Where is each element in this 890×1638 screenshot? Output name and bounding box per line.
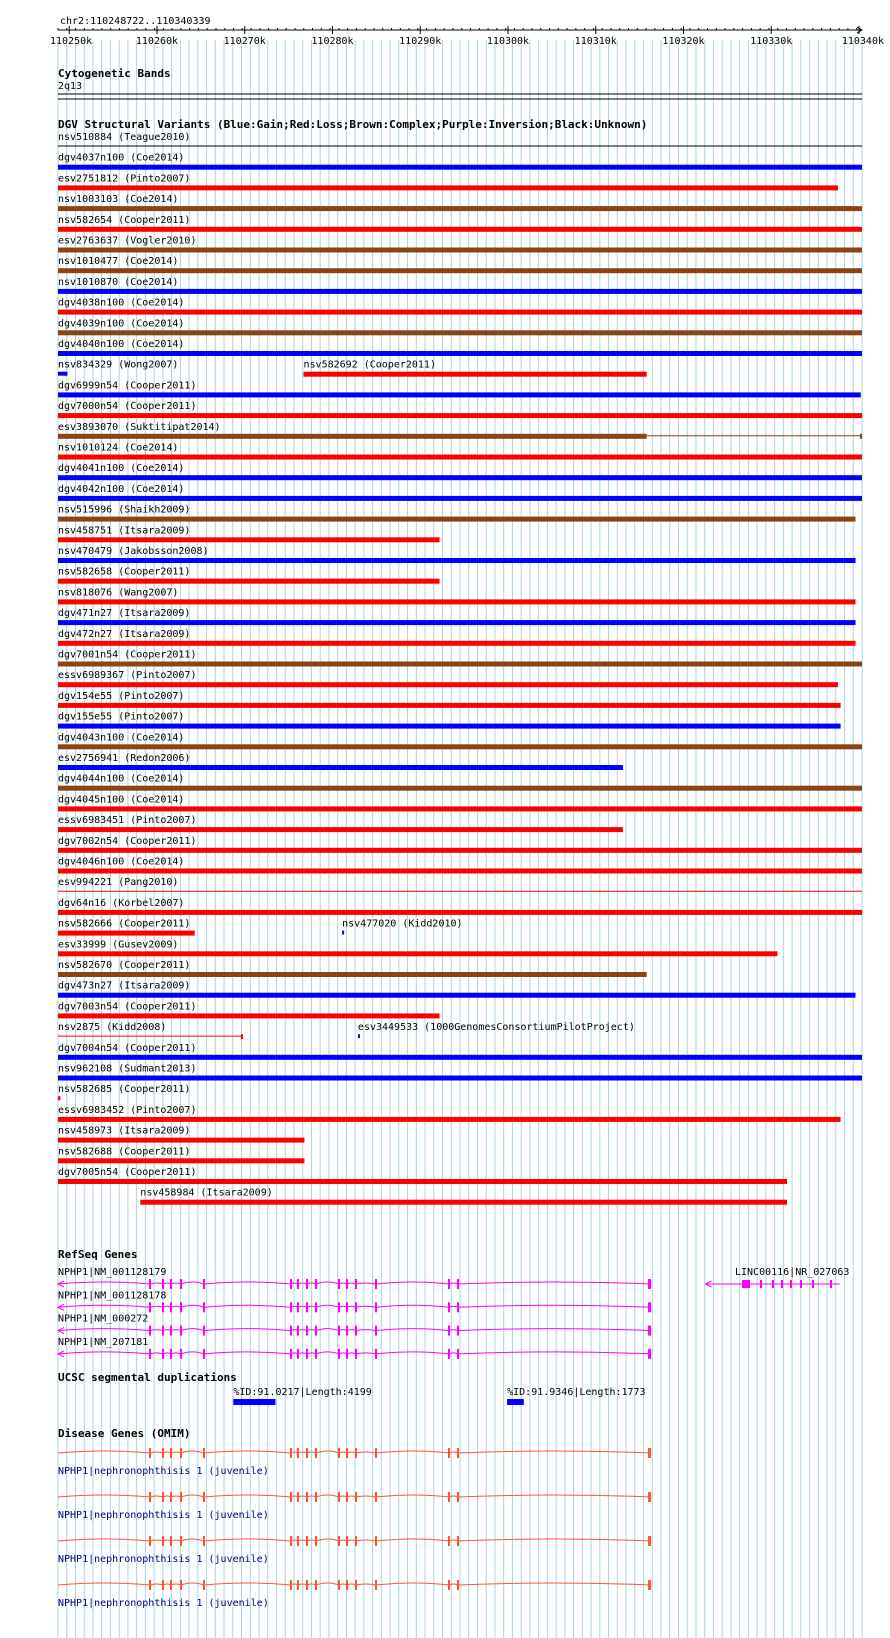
dgv-variant-bar: [58, 724, 841, 729]
gene-exon: [180, 1492, 182, 1502]
gene-exon: [355, 1580, 357, 1590]
ruler-tick-label: 110270k: [223, 36, 266, 47]
gene-exon: [203, 1580, 205, 1590]
dgv-variant-label: dgv7000n54 (Cooper2011): [58, 401, 197, 413]
gene-exon: [170, 1536, 172, 1546]
dgv-variant-label: essv6989367 (Pinto2007): [58, 670, 197, 682]
ruler-range-label: chr2:110248722..110340339: [60, 16, 211, 27]
gene-intron-line: [58, 1539, 651, 1541]
dgv-variant-bar: [58, 455, 862, 460]
dgv-variant-label: nsv515996 (Shaikh2009): [58, 504, 191, 516]
gene-intron-line: [58, 1583, 651, 1585]
gene-exon: [290, 1536, 292, 1546]
dgv-variant-label: nsv1010477 (Coe2014): [58, 256, 179, 268]
gene-exon: [648, 1580, 651, 1590]
dgv-variant-bar: [58, 268, 862, 273]
refseq-transcript-label: NPHP1|NM_001128179: [58, 1267, 167, 1278]
segdup-label: %ID:91.0217|Length:4199: [233, 1387, 372, 1398]
gene-exon: [648, 1326, 651, 1336]
dgv-variant-bar: [58, 330, 862, 335]
gene-exon: [448, 1492, 450, 1502]
gene-exon: [297, 1302, 299, 1312]
gene-exon: [448, 1448, 450, 1458]
dgv-variant-bar: [58, 641, 856, 646]
dgv-variant-bar: [58, 599, 856, 604]
gene-exon: [448, 1536, 450, 1546]
gene-exon: [742, 1280, 750, 1288]
dgv-variant-label: nsv582654 (Cooper2011): [58, 214, 191, 226]
dgv-variant-bar: [342, 931, 344, 935]
gene-exon: [170, 1492, 172, 1502]
dgv-variant-bar: [58, 310, 862, 315]
refseq-track-title: RefSeq Genes: [58, 1248, 138, 1261]
gene-exon: [457, 1302, 459, 1312]
gene-exon: [315, 1580, 317, 1590]
gene-exon: [648, 1492, 651, 1502]
gene-exon: [355, 1448, 357, 1458]
gene-exon: [203, 1302, 205, 1312]
omim-track-title: Disease Genes (OMIM): [58, 1427, 191, 1440]
gene-exon: [306, 1580, 308, 1590]
gene-exon: [448, 1326, 450, 1336]
gene-exon: [162, 1349, 164, 1359]
dgv-variant-bar: [58, 848, 862, 853]
dgv-variant-label: esv2751812 (Pinto2007): [58, 173, 191, 185]
dgv-variant-label: esv3893070 (Suktitipat2014): [58, 421, 221, 433]
refseq-transcript-label: NPHP1|NM_207181: [58, 1336, 149, 1348]
gene-exon: [457, 1349, 459, 1359]
segdup-track-title: UCSC segmental duplications: [58, 1371, 237, 1384]
cytoband-label: 2q13: [58, 81, 83, 92]
gene-exon: [346, 1448, 348, 1458]
dgv-variant-label: esv33999 (Gusev2009): [58, 939, 179, 951]
dgv-variant-label: dgv4039n100 (Coe2014): [58, 318, 185, 330]
gene-exon: [290, 1326, 292, 1336]
dgv-variant-label: dgv64n16 (Korbel2007): [58, 897, 185, 909]
gene-exon: [355, 1349, 357, 1359]
dgv-variant-label: dgv154e55 (Pinto2007): [58, 690, 185, 702]
gene-exon: [180, 1580, 182, 1590]
ruler-track: [50, 16, 884, 47]
dgv-variant-label: nsv818076 (Wang2007): [58, 587, 179, 599]
dgv-track-title: DGV Structural Variants (Blue:Gain;Red:Loss;Brown:Complex;Purple:Inversion;Black:Unknown): [58, 118, 648, 131]
gene-intron-line: [58, 1352, 651, 1354]
gene-exon: [648, 1279, 651, 1289]
gene-exon: [338, 1302, 340, 1312]
gene-exon: [180, 1302, 182, 1312]
gene-exon: [149, 1326, 151, 1336]
ruler-tick-label: 110300k: [486, 36, 530, 47]
dgv-variant-bar: [58, 289, 862, 294]
gene-exon: [338, 1326, 340, 1336]
dgv-variant-label: nsv582670 (Cooper2011): [58, 960, 191, 971]
gene-exon: [306, 1536, 308, 1546]
gene-exon: [457, 1326, 459, 1336]
dgv-variant-bar: [58, 392, 861, 397]
gene-exon: [346, 1580, 348, 1590]
dgv-variant-label: dgv472n27 (Itsara2009): [58, 628, 191, 640]
dgv-variant-bar: [58, 248, 862, 253]
dgv-variant-label: nsv458973 (Itsara2009): [58, 1125, 191, 1137]
dgv-variant-label: dgv7003n54 (Cooper2011): [58, 1001, 197, 1013]
gene-exon: [180, 1349, 182, 1359]
gene-exon: [338, 1349, 340, 1359]
dgv-variant-label: dgv4041n100 (Coe2014): [58, 463, 185, 475]
gene-exon: [355, 1302, 357, 1312]
dgv-variant-label: nsv458984 (Itsara2009): [140, 1187, 273, 1199]
gene-exon: [203, 1279, 205, 1289]
ruler-tick-label: 110280k: [311, 36, 354, 47]
gene-exon: [180, 1326, 182, 1336]
dgv-variant-bar: [58, 1117, 841, 1122]
dgv-variant-label: nsv582688 (Cooper2011): [58, 1146, 191, 1158]
gene-exon: [648, 1349, 651, 1359]
gene-exon: [170, 1580, 172, 1590]
gene-exon: [375, 1302, 377, 1312]
gene-intron-line: [58, 1451, 651, 1453]
gene-exon: [448, 1580, 450, 1590]
dgv-variant-bar: [58, 558, 856, 563]
gene-exon: [162, 1448, 164, 1458]
gene-exon: [375, 1349, 377, 1359]
dgv-variant-bar: [58, 1076, 862, 1081]
gene-exon: [315, 1492, 317, 1502]
dgv-variant-bar: [58, 1179, 787, 1184]
segdup-track: [58, 1371, 646, 1405]
gene-exon: [297, 1448, 299, 1458]
gene-exon: [338, 1580, 340, 1590]
dgv-variant-label: dgv4043n100 (Coe2014): [58, 732, 185, 744]
gene-exon: [457, 1448, 459, 1458]
gene-exon: [338, 1448, 340, 1458]
gene-exon: [203, 1448, 205, 1458]
gene-exon: [162, 1279, 164, 1289]
dgv-variant-bar: [58, 579, 440, 584]
gene-exon: [457, 1492, 459, 1502]
gene-exon: [297, 1492, 299, 1502]
gene-exon: [375, 1326, 377, 1336]
dgv-variant-bar: [860, 434, 862, 439]
omim-gene-label: NPHP1|nephronophthisis 1 (juvenile): [58, 1510, 269, 1521]
dgv-variant-bar: [140, 1200, 787, 1205]
gene-exon: [375, 1536, 377, 1546]
gene-exon: [375, 1279, 377, 1289]
dgv-variant-label: nsv470479 (Jakobsson2008): [58, 546, 209, 557]
gene-exon: [781, 1280, 783, 1288]
gene-exon: [162, 1580, 164, 1590]
gene-exon: [315, 1302, 317, 1312]
dgv-variant-bar: [58, 351, 862, 356]
gene-exon: [375, 1448, 377, 1458]
dgv-variant-label: essv6983451 (Pinto2007): [58, 815, 197, 827]
gene-exon: [346, 1302, 348, 1312]
gene-exon: [790, 1280, 792, 1288]
dgv-variant-bar: [58, 972, 647, 977]
dgv-variant-bar: [358, 1034, 360, 1038]
dgv-variant-label: dgv7004n54 (Cooper2011): [58, 1042, 197, 1054]
gene-exon: [315, 1349, 317, 1359]
dgv-variant-bar: [241, 1034, 243, 1039]
gene-exon: [290, 1492, 292, 1502]
dgv-variant-bar: [58, 517, 856, 522]
dgv-variant-label: dgv4046n100 (Coe2014): [58, 856, 185, 868]
gene-exon: [448, 1349, 450, 1359]
gene-exon: [149, 1349, 151, 1359]
gene-exon: [297, 1536, 299, 1546]
dgv-variant-bar: [58, 185, 838, 190]
gene-exon: [355, 1326, 357, 1336]
ruler-tick-label: 110260k: [135, 36, 179, 47]
gene-exon: [180, 1448, 182, 1458]
gene-exon: [338, 1536, 340, 1546]
gene-exon: [375, 1492, 377, 1502]
gene-exon: [203, 1536, 205, 1546]
gene-exon: [297, 1580, 299, 1590]
gene-exon: [170, 1326, 172, 1336]
gene-exon: [170, 1448, 172, 1458]
segdup-bar: [233, 1399, 275, 1405]
gene-exon: [306, 1326, 308, 1336]
cytoband-track-title: Cytogenetic Bands: [58, 67, 171, 80]
dgv-variant-bar: [58, 869, 862, 874]
dgv-variant-label: dgv4042n100 (Coe2014): [58, 483, 185, 495]
gene-exon: [315, 1448, 317, 1458]
dgv-variant-label: nsv834329 (Wong2007): [58, 359, 179, 371]
gene-exon: [457, 1580, 459, 1590]
dgv-variant-label: dgv4040n100 (Coe2014): [58, 339, 185, 350]
dgv-variant-bar: [58, 206, 862, 211]
dgv-variant-bar: [58, 537, 440, 542]
ruler-tick-label: 110250k: [50, 36, 93, 47]
dgv-variant-bar: [58, 434, 647, 439]
gene-intron-line: [58, 1305, 651, 1307]
dgv-variant-bar: [58, 1013, 440, 1018]
dgv-variant-bar: [58, 1055, 862, 1060]
gene-exon: [457, 1279, 459, 1289]
gene-exon: [306, 1448, 308, 1458]
ruler-tick-label: 110310k: [574, 36, 617, 47]
gene-exon: [315, 1326, 317, 1336]
dgv-variant-label: nsv2875 (Kidd2008): [58, 1022, 167, 1034]
gene-exon: [162, 1492, 164, 1502]
gene-exon: [355, 1492, 357, 1502]
gene-exon: [306, 1302, 308, 1312]
dgv-variant-bar: [58, 475, 862, 480]
gene-exon: [760, 1280, 762, 1288]
gene-exon: [346, 1279, 348, 1289]
gene-intron-line: [58, 1495, 651, 1497]
dgv-variant-label: esv2756941 (Redon2006): [58, 753, 191, 764]
dgv-variant-label: esv2763637 (Vogler2010): [58, 235, 197, 247]
gene-exon: [648, 1536, 651, 1546]
dgv-variant-label: nsv582685 (Cooper2011): [58, 1084, 191, 1096]
gene-exon: [203, 1349, 205, 1359]
gene-exon: [149, 1448, 151, 1458]
gene-exon: [800, 1280, 802, 1288]
gene-exon: [149, 1580, 151, 1590]
gene-intron-line: [58, 1329, 651, 1331]
gene-exon: [830, 1280, 832, 1288]
dgv-variant-bar: [58, 703, 841, 708]
dgv-variant-bar: [58, 413, 862, 418]
dgv-variant-bar: [58, 1158, 304, 1163]
gene-exon: [290, 1448, 292, 1458]
gene-exon: [355, 1536, 357, 1546]
gene-exon: [149, 1279, 151, 1289]
dgv-variant-label: esv994221 (Pang2010): [58, 877, 179, 889]
segdup-bar: [507, 1399, 524, 1405]
dgv-variant-bar: [58, 1096, 60, 1100]
gene-exon: [772, 1280, 774, 1288]
gene-exon: [448, 1302, 450, 1312]
gene-exon: [346, 1349, 348, 1359]
dgv-variant-label: nsv510884 (Teague2010): [58, 132, 191, 143]
omim-gene-label: NPHP1|nephronophthisis 1 (juvenile): [58, 1598, 269, 1609]
ruler-tick-label: 110330k: [750, 36, 793, 47]
gene-exon: [306, 1349, 308, 1359]
gene-exon: [297, 1349, 299, 1359]
dgv-variant-bar: [58, 744, 862, 749]
gene-exon: [290, 1349, 292, 1359]
dgv-variant-bar: [58, 165, 862, 170]
gene-exon: [290, 1580, 292, 1590]
gene-exon: [346, 1536, 348, 1546]
dgv-variant-label: dgv7002n54 (Cooper2011): [58, 835, 197, 847]
dgv-variant-bar: [58, 993, 856, 998]
gene-exon: [306, 1492, 308, 1502]
dgv-variant-bar: [58, 910, 862, 915]
gene-exon: [297, 1279, 299, 1289]
gene-exon: [648, 1302, 651, 1312]
dgv-variant-label: dgv4038n100 (Coe2014): [58, 297, 185, 309]
dgv-variant-bar: [58, 1138, 304, 1143]
gene-exon: [149, 1492, 151, 1502]
gene-exon: [346, 1326, 348, 1336]
dgv-variant-label: nsv962108 (Sudmant2013): [58, 1063, 197, 1075]
gene-exon: [315, 1536, 317, 1546]
gene-exon: [290, 1279, 292, 1289]
gene-exon: [338, 1279, 340, 1289]
omim-gene-label: NPHP1|nephronophthisis 1 (juvenile): [58, 1554, 269, 1565]
dgv-variant-label: nsv1003103 (Coe2014): [58, 194, 179, 206]
dgv-variant-label: nsv582666 (Cooper2011): [58, 918, 191, 930]
gene-exon: [203, 1326, 205, 1336]
dgv-variant-bar: [58, 765, 623, 770]
dgv-variant-label: nsv582692 (Cooper2011): [303, 359, 436, 371]
gene-exon: [180, 1536, 182, 1546]
dgv-variant-label: essv6983452 (Pinto2007): [58, 1104, 197, 1116]
gene-exon: [306, 1279, 308, 1289]
dgv-variant-bar: [304, 372, 647, 377]
gene-exon: [315, 1279, 317, 1289]
gene-exon: [203, 1492, 205, 1502]
refseq-linc-label: LINC00116|NR_027063: [735, 1267, 850, 1278]
omim-track: [58, 1427, 651, 1609]
dgv-variant-label: nsv1010870 (Coe2014): [58, 276, 179, 288]
ruler-tick-label: 110340k: [841, 36, 884, 47]
gene-exon: [648, 1448, 651, 1458]
gene-exon: [448, 1279, 450, 1289]
dgv-variant-label: dgv4044n100 (Coe2014): [58, 773, 185, 785]
dgv-variant-label: dgv471n27 (Itsara2009): [58, 608, 191, 620]
gene-exon: [355, 1279, 357, 1289]
gene-exon: [457, 1536, 459, 1546]
gene-exon: [297, 1326, 299, 1336]
dgv-variant-label: dgv7005n54 (Cooper2011): [58, 1167, 197, 1178]
dgv-variant-label: esv3449533 (1000GenomesConsortiumPilotProject): [357, 1022, 635, 1034]
dgv-variant-bar: [58, 662, 862, 667]
gene-exon: [290, 1302, 292, 1312]
gene-exon: [338, 1492, 340, 1502]
dgv-variant-bar: [58, 682, 838, 687]
refseq-transcript-label: NPHP1|NM_000272: [58, 1313, 149, 1325]
gene-exon: [162, 1326, 164, 1336]
gene-exon: [170, 1302, 172, 1312]
dgv-variant-label: dgv4037n100 (Coe2014): [58, 152, 185, 164]
dgv-variant-bar: [58, 786, 862, 791]
gene-exon: [162, 1302, 164, 1312]
dgv-variant-label: nsv1010124 (Coe2014): [58, 442, 179, 454]
gene-exon: [812, 1280, 814, 1288]
gene-exon: [162, 1536, 164, 1546]
dgv-variant-label: dgv7001n54 (Cooper2011): [58, 649, 197, 661]
omim-gene-label: NPHP1|nephronophthisis 1 (juvenile): [58, 1466, 269, 1477]
dgv-variant-bar: [58, 931, 195, 936]
segdup-label: %ID:91.9346|Length:1773: [507, 1387, 646, 1398]
gene-exon: [149, 1536, 151, 1546]
dgv-variant-label: dgv473n27 (Itsara2009): [58, 980, 191, 992]
gene-exon: [149, 1302, 151, 1312]
gene-exon: [375, 1580, 377, 1590]
gene-exon: [346, 1492, 348, 1502]
dgv-variant-label: dgv4045n100 (Coe2014): [58, 794, 185, 806]
dgv-variant-bar: [58, 372, 67, 376]
dgv-variant-bar: [58, 227, 862, 232]
dgv-variant-bar: [58, 620, 856, 625]
dgv-variant-label: nsv458751 (Itsara2009): [58, 525, 191, 537]
dgv-variant-bar: [58, 951, 777, 956]
dgv-variant-label: dgv155e55 (Pinto2007): [58, 711, 185, 723]
dgv-variant-label: dgv6999n54 (Cooper2011): [58, 380, 197, 392]
dgv-variant-bar: [58, 806, 862, 811]
dgv-variant-bar: [58, 827, 623, 832]
ruler-tick-label: 110290k: [399, 36, 442, 47]
dgv-variant-bar: [58, 496, 862, 501]
gene-exon: [170, 1279, 172, 1289]
ruler-tick-label: 110320k: [662, 36, 705, 47]
gene-intron-line: [58, 1282, 651, 1284]
gene-exon: [170, 1349, 172, 1359]
dgv-variant-label: nsv477020 (Kidd2010): [342, 918, 463, 930]
refseq-transcript-label: NPHP1|NM_001128178: [58, 1290, 167, 1302]
gene-exon: [180, 1279, 182, 1289]
dgv-variant-label: nsv582658 (Cooper2011): [58, 566, 191, 578]
